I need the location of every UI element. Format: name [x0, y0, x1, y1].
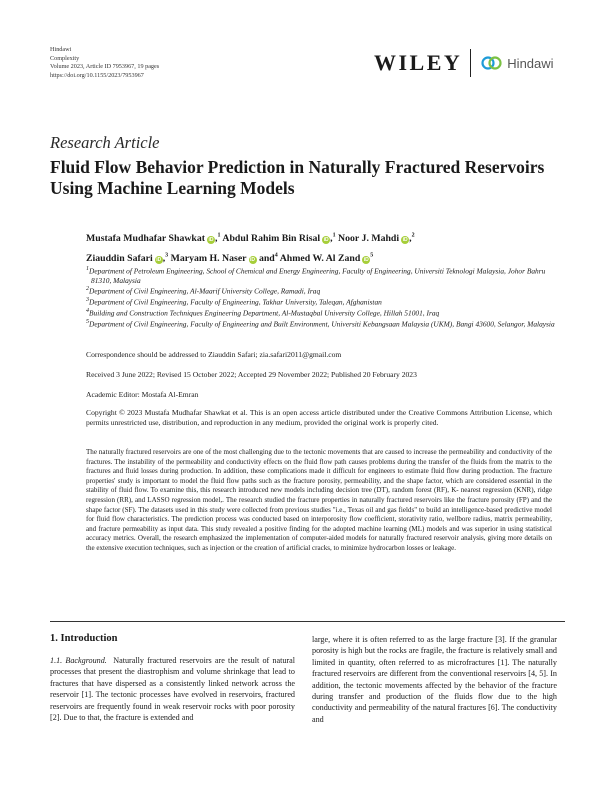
author: Abdul Rahim Bin Risal iD ,$^1$: [222, 233, 336, 245]
orcid-icon[interactable]: iD: [250, 256, 256, 263]
publisher-name: Hindawi: [50, 46, 72, 53]
correspondence: Correspondence should be addressed to Ziauddin Safari; zia.safari2011@gmail.com: [86, 350, 342, 359]
article-type: Research Article: [50, 133, 160, 152]
volume-line: Volume 2023, Article ID 7953967, 19 pages: [50, 63, 160, 71]
affiliations: [86, 265, 566, 329]
wiley-logo: WILEY: [374, 50, 463, 75]
hindawi-wordmark: Hindawi: [507, 55, 554, 71]
author: Noor J. Mahdi iD ,$^2$: [338, 233, 415, 245]
right-column-text: large, where it is often referred to as the large fracture [3]. If the granular porosity is high but the rocks are fragile, the fracture is relatively small and limited in quantity, often referred to as microfractures [1]. The naturally fractured reservoirs are different from the conventional reservoirs [4, 5]. In addition, the tectonic movements affected by the behavior of the fracture during transfer and production of the fluids flow due to the high conductivity and permeability of the natural fractures [6]. The conductivity and: [312, 635, 557, 724]
abstract: The naturally fractured reservoirs are one of the most challenging due to the tectonic movements that are caused to increase the permeability and conductivity of the fractures. The instability of the permeability and conductivity effects on the fluid flow path causes problems during the transfer of the fluids from the matrix to the fractures and fluid losses during production. In addition, these complications made it difficult for engineers to estimate fluid flow during production. The fracture properties' study is important to model the fluid flow paths such as the fracture porosity, permeability, and the shape factor, which are considered essential in the stability of fluid flow. To examine this, this research introduced new models including decision tree (DT), random forest (RF), K- nearest regression (KNR), ridge regression (RR), and LASSO regression model,. The research studied the fracture properties in naturally fractured reservoirs like the fracture porosity (FP) and the shape factor (SF). The datasets used in this study were collected from previous studies "i.e., Texas oil and gas fields" to build an intelligence-based predictive model for fluid flow characteristics. The prediction process was conducted based on interporosity flow coefficient, storativity ratio, wellbore radius, matrix permeability, and fracture permeability as input data. This study revealed a positive finding for the adopted machine learning (ML) models and was superior in using statistical accuracy metrics. Overall, the research emphasized the implementation of computer-aided models for naturally fractured reservoir analysis, giving more details on the extensive execution techniques, such as injection or the creation of artificial cracks, to minimize hydrocarbon losses or leakage.: [86, 448, 552, 552]
section-heading: 1. Introduction: [50, 633, 118, 644]
doi-link[interactable]: https://doi.org/10.1155/2023/7953967: [50, 71, 144, 79]
publication-dates: Received 3 June 2022; Revised 15 October 2022; Accepted 29 November 2022; Published 20 February 2023: [86, 370, 417, 379]
academic-editor: Academic Editor: Mostafa Al-Emran: [86, 390, 199, 399]
affiliation: $^1$Department of Petroleum Engineering, School of Chemical and Energy Engineering, Faculty of Engineering, Universiti Teknologi Malaysia, Johor Bahru 81310, Malaysia: [86, 266, 546, 285]
right-column: [312, 634, 557, 725]
affiliation: $^3$Department of Civil Engineering, Faculty of Engineering, Takhar University, Taleqan, Afghanistan: [86, 297, 382, 307]
affiliation: $^2$Department of Civil Engineering, Al-Maarif University College, Ramadi, Iraq: [86, 286, 321, 296]
left-column: [50, 655, 295, 723]
paper-title: Fluid Flow Behavior Prediction in Naturally Fractured Reservoirs Using Machine Learning Models: [50, 157, 545, 198]
journal-name: Complexity: [50, 54, 80, 62]
journal-meta: [50, 46, 159, 80]
author-list: [86, 228, 566, 267]
orcid-icon[interactable]: iD: [208, 237, 214, 244]
hindawi-logo: [481, 56, 553, 71]
copyright-notice: Copyright © 2023 Mustafa Mudhafar Shawkat et al. This is an open access article distributed under the Creative Commons Attribution License, which permits unrestricted use, distribution, and reproduction in any medium, provided the original work is properly cited.: [86, 408, 552, 427]
author: Ziauddin Safari iD ,$^3$: [86, 252, 169, 264]
orcid-icon[interactable]: iD: [323, 237, 329, 244]
affiliation: $^4$Building and Construction Techniques Engineering Department, Al-Mustaqbal University College, Hillah 51001, Iraq: [86, 308, 440, 318]
orcid-icon[interactable]: iD: [402, 237, 408, 244]
left-column-text: Naturally fractured reservoirs are the result of natural processes that present the diastrophism and volume shrinkage that lead to fractures that have dispersed as a consistently linked network across the reservoir [1]. The tectonic processes have evolved in reservoirs, fractured reservoirs are frequently found in weak reservoir rocks with poor porosity [2]. Due to that, the fracture is extended and: [50, 656, 295, 723]
author: Ahmed W. Al Zand $iD^5$: [279, 252, 374, 264]
orcid-icon[interactable]: iD: [156, 256, 162, 263]
hindawi-rings-icon: [481, 56, 503, 70]
orcid-icon[interactable]: iD: [363, 256, 369, 263]
author: Maryam H. Naser iD and$^4$: [170, 252, 278, 264]
subsection-heading: 1.1. Background.: [50, 656, 107, 665]
author: Mustafa Mudhafar Shawkat iD ,$^1$: [86, 233, 221, 245]
logo-divider: [470, 49, 471, 77]
publisher-logos: [374, 49, 554, 77]
section-divider: [50, 621, 565, 622]
affiliation: $^5$Department of Civil Engineering, Faculty of Engineering and Built Environment, Universiti Kebangsaan Malaysia (UKM), Bangi 43600, Selangor, Malaysia: [86, 318, 555, 329]
